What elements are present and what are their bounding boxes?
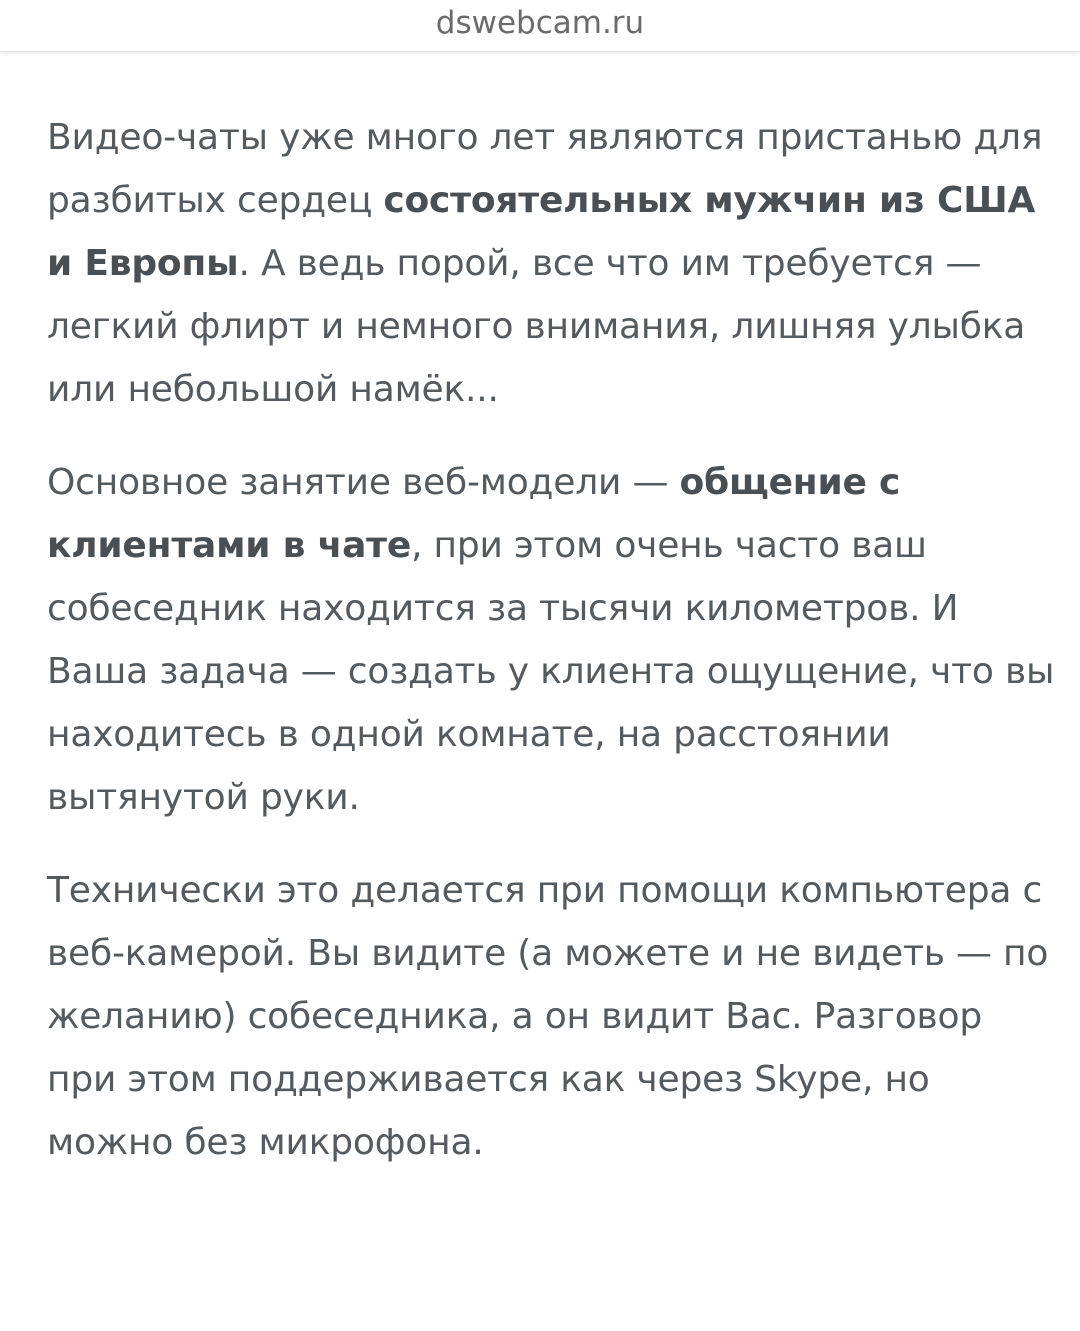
article-body (47, 106, 1057, 1204)
paragraph-1-text-end: . А ведь порой, все что им требуется — легкий флирт и немного внимания, лишняя улыбка или небольшой намёк... (47, 243, 1026, 410)
browser-url-bar[interactable] (0, 0, 1080, 52)
paragraph-2-bold: общение с клиентами в чате (47, 462, 901, 566)
paragraph-1-bold: состоятельных мужчин из США и Европы (47, 180, 1036, 284)
paragraph-1 (47, 106, 1057, 421)
paragraph-2 (47, 451, 1057, 829)
paragraph-1-text-start: Видео-чаты уже много лет являются пристанью для разбитых сердец (47, 117, 1043, 221)
paragraph-3-text: Технически это делается при помощи компьютера с веб-камерой. Вы видите (а можете и не видеть — по желанию) собеседника, а он видит Вас. Разговор при этом поддерживается как через Skype, но можно без микрофона. (47, 870, 1049, 1163)
paragraph-2-text-start: Основное занятие веб-модели — (47, 462, 680, 503)
paragraph-3 (47, 859, 1057, 1174)
paragraph-2-text-end: , при этом очень часто ваш собеседник находится за тысячи километров. И Ваша задача — создать у клиента ощущение, что вы находитесь в одной комнате, на расстоянии вытянутой руки. (47, 525, 1055, 818)
url-text[interactable]: dswebcam.ru (435, 5, 645, 41)
